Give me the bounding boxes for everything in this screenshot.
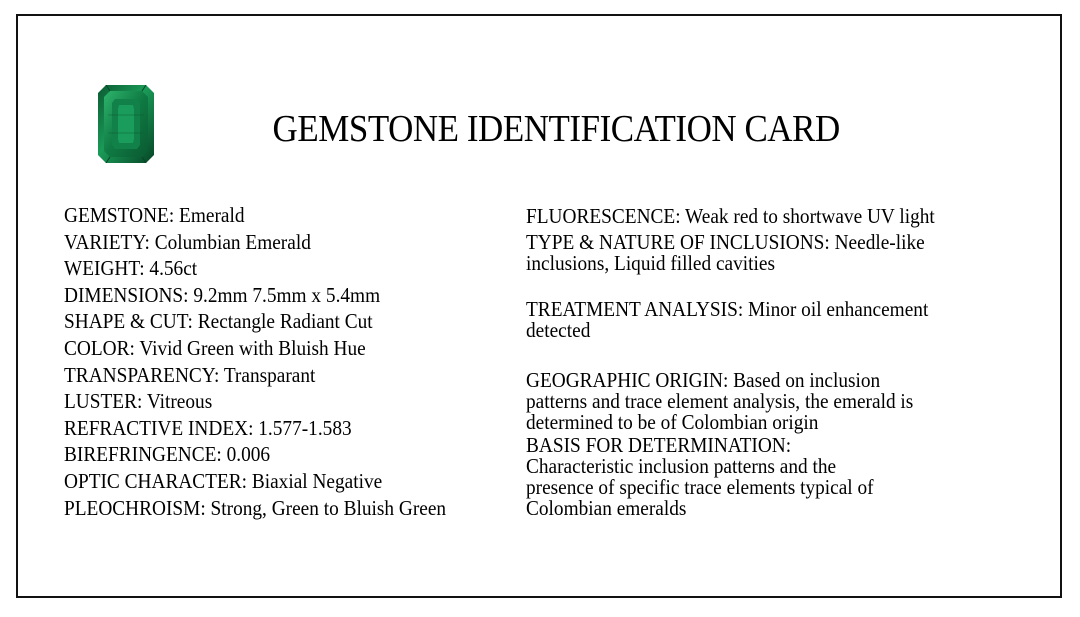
card-title: GEMSTONE IDENTIFICATION CARD — [272, 108, 840, 150]
properties-right-column — [526, 202, 1026, 519]
origin-line: patterns and trace element analysis, the emerald is — [526, 389, 914, 413]
property-inclusions — [526, 232, 1023, 274]
inclusions-line: inclusions, Liquid filled cavities — [526, 251, 775, 275]
property-luster: LUSTER: Vitreous — [64, 389, 213, 414]
property-gemstone: GEMSTONE: Emerald — [64, 203, 245, 227]
property-treatment — [526, 299, 1023, 341]
properties-left-column — [64, 202, 514, 521]
property-weight: WEIGHT: 4.56ct — [64, 256, 198, 281]
treatment-line: TREATMENT ANALYSIS: Minor oil enhancement — [526, 297, 929, 321]
basis-line: Colombian emeralds — [526, 496, 687, 520]
property-color: COLOR: Vivid Green with Bluish Hue — [64, 335, 366, 360]
property-basis — [526, 435, 1023, 519]
basis-line: BASIS FOR DETERMINATION: — [526, 433, 792, 457]
property-variety: VARIETY: Columbian Emerald — [64, 229, 311, 254]
origin-line: determined to be of Colombian origin — [526, 410, 819, 434]
property-birefringence: BIREFRINGENCE: 0.006 — [64, 442, 271, 467]
property-dimensions: DIMENSIONS: 9.2mm 7.5mm x 5.4mm — [64, 282, 381, 307]
property-optic-character: OPTIC CHARACTER: Biaxial Negative — [64, 468, 383, 493]
property-transparency: TRANSPARENCY: Transparant — [64, 362, 316, 387]
property-shape-cut: SHAPE & CUT: Rectangle Radiant Cut — [64, 309, 373, 334]
treatment-line: detected — [526, 318, 591, 342]
origin-line: GEOGRAPHIC ORIGIN: Based on inclusion — [526, 368, 881, 392]
fluorescence-text: FLUORESCENCE: Weak red to shortwave UV light — [526, 204, 935, 228]
property-fluorescence — [526, 206, 1023, 227]
identification-card — [16, 14, 1062, 598]
basis-line: Characteristic inclusion patterns and the — [526, 454, 837, 478]
property-refractive-index: REFRACTIVE INDEX: 1.577-1.583 — [64, 415, 352, 440]
basis-line: presence of specific trace elements typical of — [526, 475, 874, 499]
property-pleochroism: PLEOCHROISM: Strong, Green to Bluish Green — [64, 495, 447, 520]
property-origin — [526, 370, 1023, 433]
inclusions-line: TYPE & NATURE OF INCLUSIONS: Needle-like — [526, 230, 925, 254]
